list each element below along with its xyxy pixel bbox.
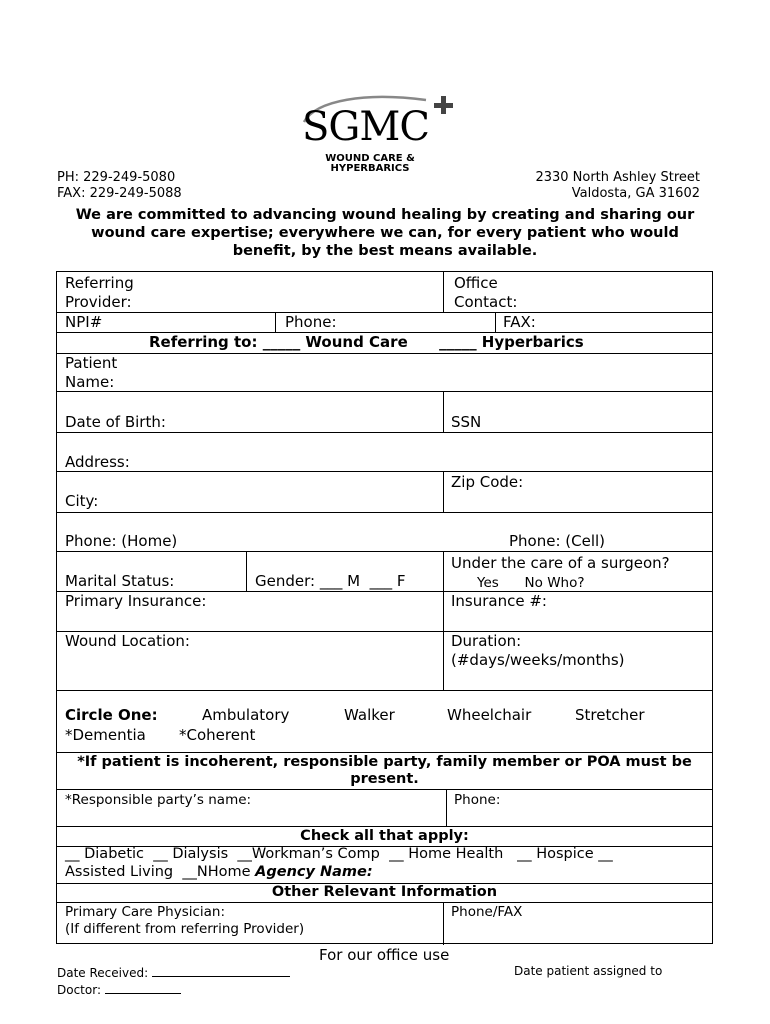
referring-provider-label: Referring Provider: bbox=[65, 274, 134, 311]
surgeon-question: Under the care of a surgeon? bbox=[451, 554, 670, 572]
primary-insurance-label: Primary Insurance: bbox=[65, 592, 207, 610]
doctor-row bbox=[57, 981, 181, 997]
agency-name-label: Agency Name: bbox=[255, 864, 373, 880]
logo-line2: HYPERBARICS bbox=[330, 163, 410, 174]
responsible-party-label: *Responsible party’s name: bbox=[65, 792, 252, 808]
dob-label: Date of Birth: bbox=[65, 413, 166, 431]
assisted-nhome-options: Assisted Living __NHome bbox=[65, 864, 256, 880]
provider-phone-label: Phone: bbox=[285, 313, 337, 331]
ssn-label: SSN bbox=[451, 413, 482, 431]
option-ambulatory: Ambulatory bbox=[202, 706, 290, 724]
provider-fax-label: FAX: bbox=[503, 313, 536, 331]
pcp-note: (If different from referring Provider) bbox=[65, 921, 305, 937]
logo-subtitle bbox=[320, 154, 420, 174]
responsible-phone-label: Phone: bbox=[454, 792, 501, 808]
date-received-label: Date Received: bbox=[57, 966, 149, 980]
pcp-phone-fax-label: Phone/FAX bbox=[451, 904, 523, 920]
option-wheelchair: Wheelchair bbox=[447, 706, 532, 724]
wound-location-label: Wound Location: bbox=[65, 632, 190, 650]
phone-number: PH: 229-249-5080 bbox=[57, 170, 176, 185]
duration-unit-label: (#days/weeks/months) bbox=[451, 651, 625, 669]
insurance-number-label: Insurance #: bbox=[451, 592, 547, 610]
referral-form bbox=[56, 271, 713, 944]
mission-statement: We are committed to advancing wound healing by creating and sharing our wound care expertise; everywhere we can, for every patient who would benefit, by the best means available. bbox=[75, 207, 695, 259]
fax-number: FAX: 229-249-5088 bbox=[57, 186, 182, 201]
incoherent-note: *If patient is incoherent, responsible party, family member or POA must be present. bbox=[77, 754, 692, 787]
referring-to-line: Referring to: _____ Wound Care _____ Hyperbarics bbox=[149, 333, 584, 351]
logo-line1: WOUND CARE & bbox=[325, 153, 415, 164]
address-label: Address: bbox=[65, 453, 130, 471]
date-assigned-label: Date patient assigned to bbox=[514, 964, 663, 978]
phone-home-label: Phone: (Home) bbox=[65, 532, 178, 550]
date-received-line bbox=[152, 964, 290, 977]
office-use-label: For our office use bbox=[319, 946, 450, 964]
check-options-line1: __ Diabetic __ Dialysis __Workman’s Comp __ Home Health __ Hospice __ bbox=[65, 846, 613, 862]
contact-address bbox=[480, 170, 700, 202]
contact-numbers bbox=[57, 170, 182, 202]
patient-name-label: Patient Name: bbox=[65, 354, 118, 391]
city-label: City: bbox=[65, 492, 99, 510]
logo-brand: SGMC bbox=[302, 104, 429, 150]
other-info-heading: Other Relevant Information bbox=[271, 884, 498, 900]
city-address: Valdosta, GA 31602 bbox=[571, 186, 700, 201]
gender-label: Gender: ___ M ___ F bbox=[255, 572, 406, 590]
marital-status-label: Marital Status: bbox=[65, 572, 175, 590]
check-all-heading: Check all that apply: bbox=[300, 828, 469, 844]
date-received-row bbox=[57, 964, 290, 980]
office-contact-label: Office Contact: bbox=[454, 274, 518, 311]
option-dementia: *Dementia bbox=[65, 726, 146, 744]
duration-label: Duration: bbox=[451, 632, 522, 650]
doctor-line bbox=[105, 981, 181, 994]
option-walker: Walker bbox=[344, 706, 395, 724]
street-address: 2330 North Ashley Street bbox=[535, 170, 700, 185]
zip-label: Zip Code: bbox=[451, 473, 524, 491]
sgmc-logo bbox=[296, 92, 464, 182]
check-options-line2 bbox=[65, 864, 373, 881]
option-stretcher: Stretcher bbox=[575, 706, 645, 724]
surgeon-options: Yes No Who? bbox=[477, 575, 585, 591]
phone-cell-label: Phone: (Cell) bbox=[509, 532, 606, 550]
option-coherent: *Coherent bbox=[179, 726, 256, 744]
doctor-label: Doctor: bbox=[57, 983, 101, 997]
pcp-label: Primary Care Physician: bbox=[65, 904, 226, 920]
circle-one-label: Circle One: bbox=[65, 706, 158, 724]
npi-label: NPI# bbox=[65, 313, 103, 331]
